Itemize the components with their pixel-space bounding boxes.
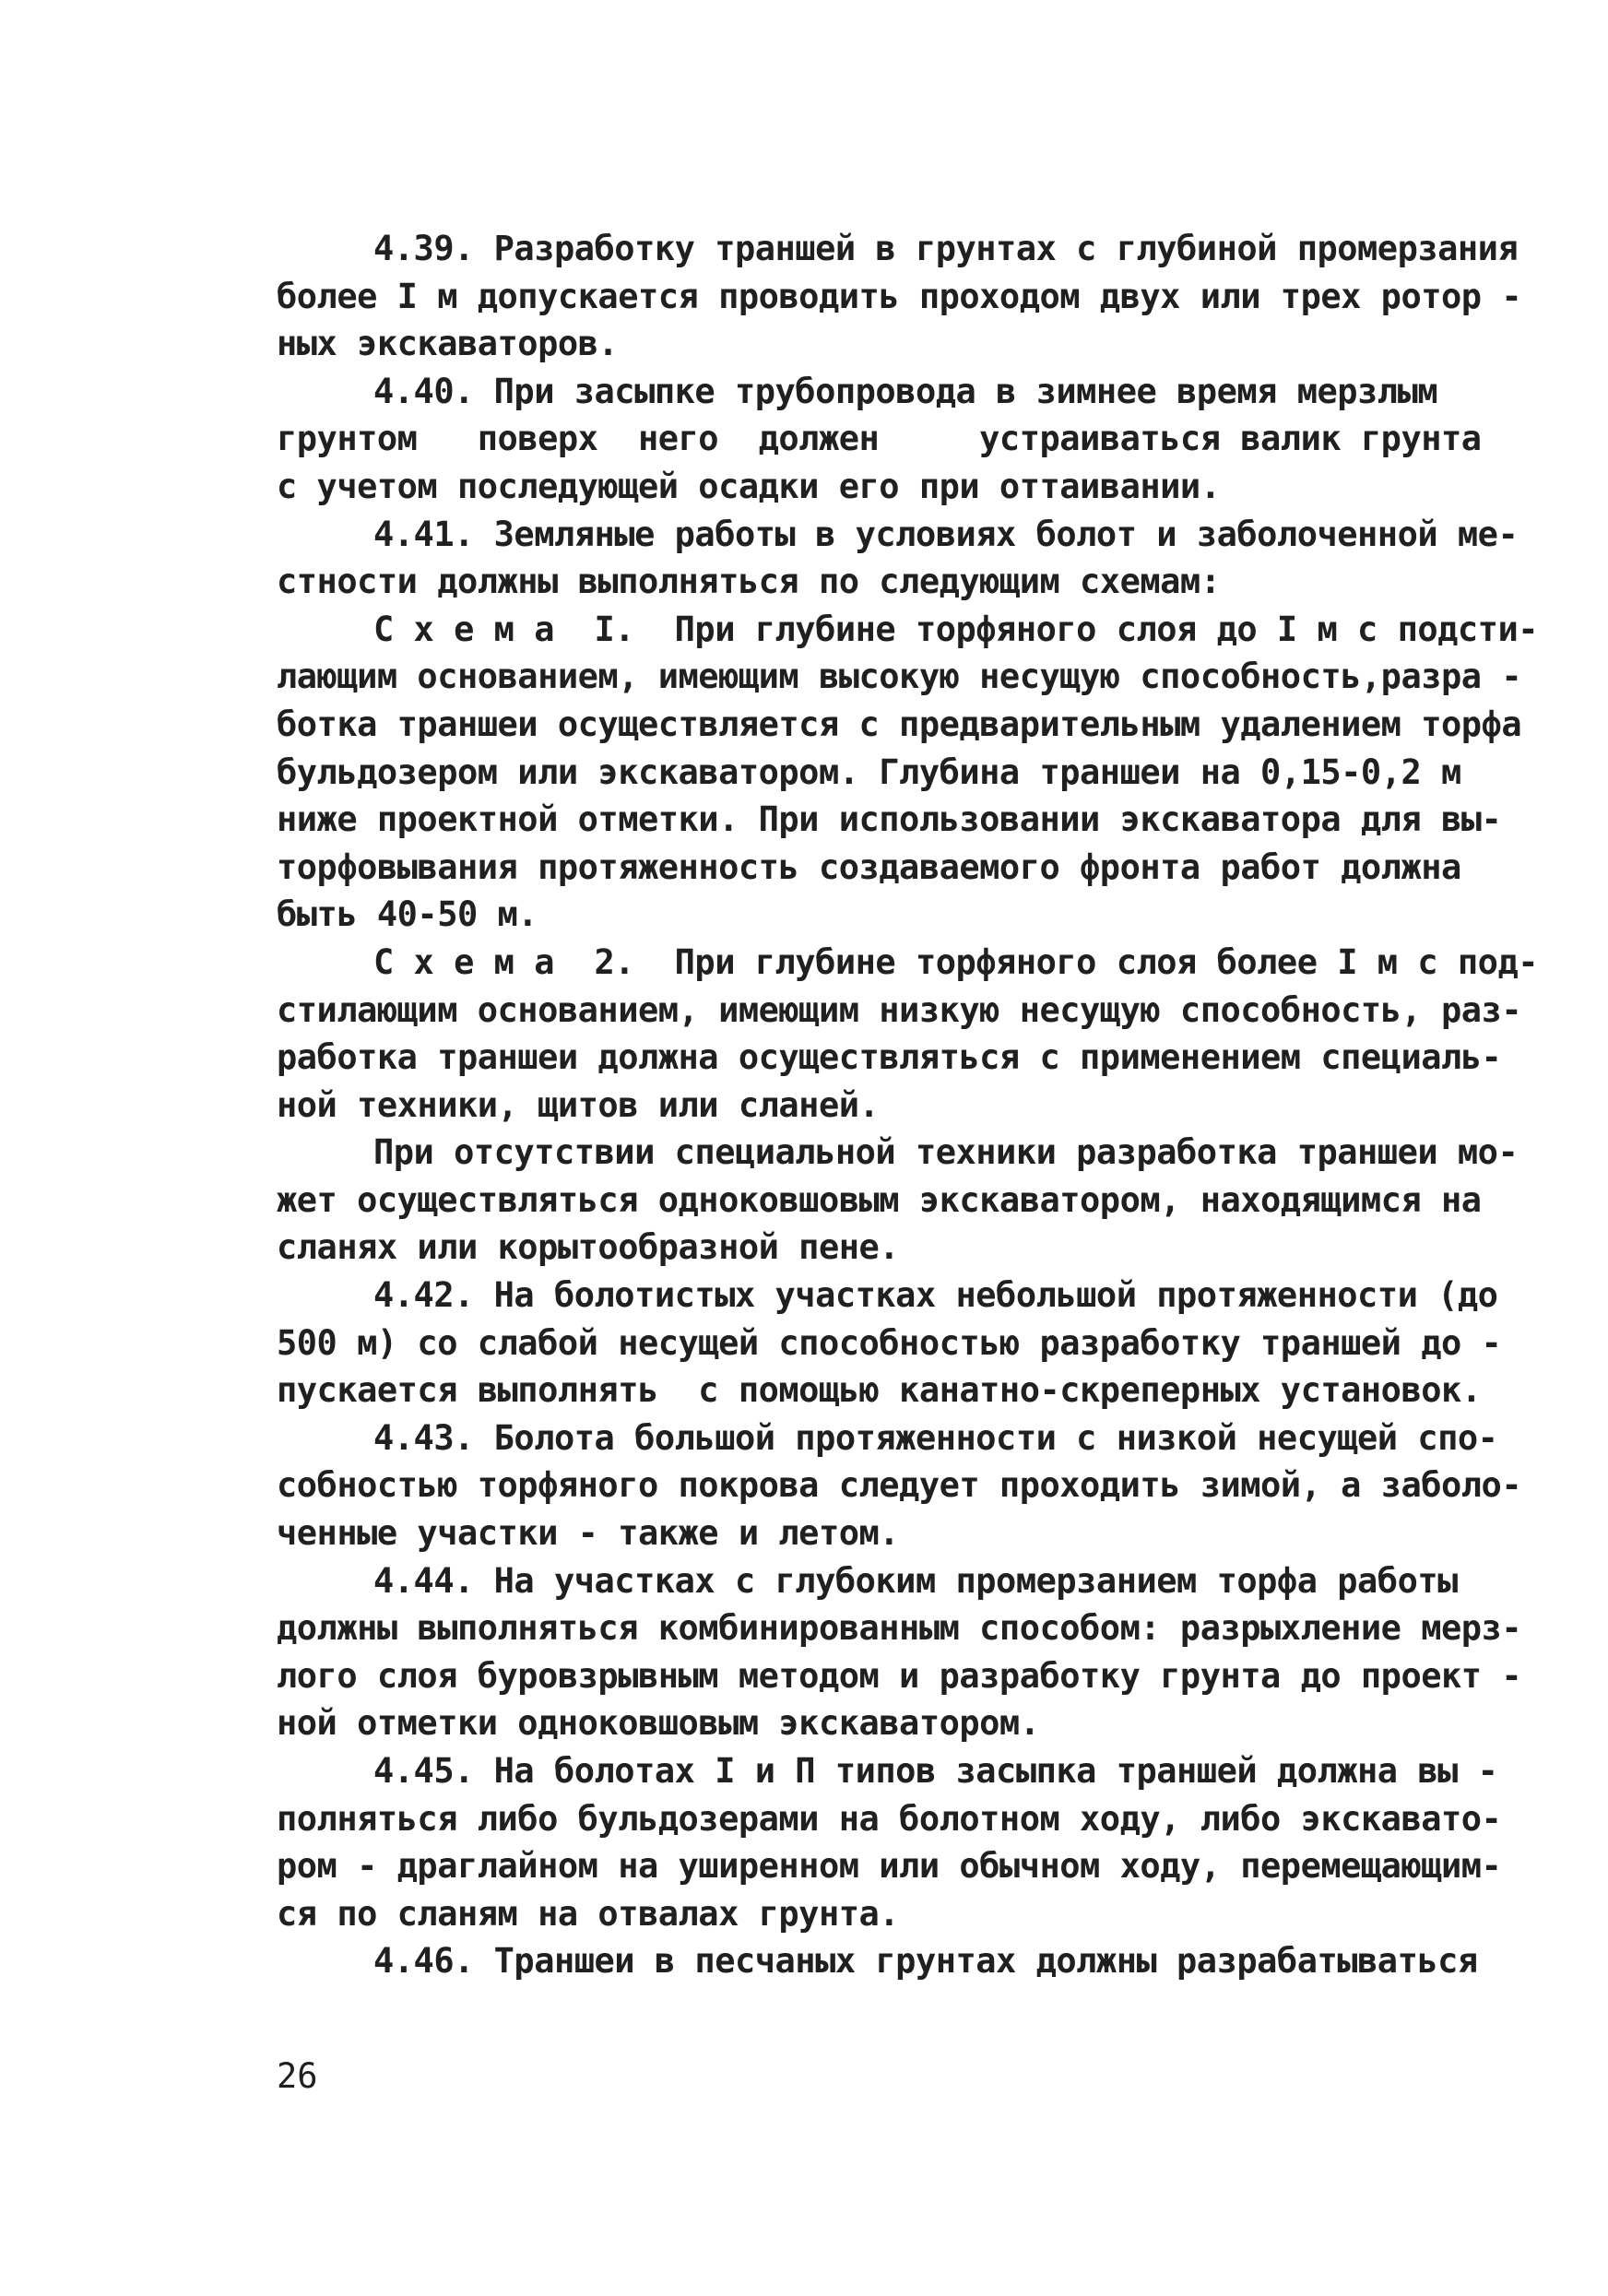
text-line: грунтом поверх него должен устраиваться валик грунта xyxy=(277,419,1482,459)
text-line: 4.45. На болотах I и П типов засыпка траншей должна вы - xyxy=(373,1751,1498,1791)
text-line: лающим основанием, имеющим высокую несущую способность,разра - xyxy=(277,657,1522,697)
text-line: С х е м а I. При глубине торфяного слоя до I м с подсти- xyxy=(373,609,1539,649)
text-line: должны выполняться комбинированным способом: разрыхление мерз- xyxy=(277,1608,1522,1649)
text-line: более I м допускается проводить проходом двух или трех ротор - xyxy=(277,276,1522,316)
text-line: ботка траншеи осуществляется с предварительным удалением торфа xyxy=(277,704,1522,744)
text-line: стилающим основанием, имеющим низкую несущую способность, раз- xyxy=(277,989,1522,1030)
text-line: быть 40-50 м. xyxy=(277,894,538,935)
text-line: 4.41. Земляные работы в условиях болот и заболоченной ме- xyxy=(373,514,1519,554)
text-line: 4.42. На болотистых участках небольшой протяженности (до xyxy=(373,1275,1498,1316)
text-line: 4.43. Болота большой протяженности с низкой несущей спо- xyxy=(373,1417,1498,1458)
text-line: лого слоя буровзрывным методом и разработку грунта до проект - xyxy=(277,1655,1522,1696)
text-line: С х е м а 2. При глубине торфяного слоя более I м с под- xyxy=(373,941,1539,982)
text-line: собностью торфяного покрова следует проходить зимой, а заболо- xyxy=(277,1465,1522,1506)
text-line: ных экскаваторов. xyxy=(277,324,619,364)
text-line: ниже проектной отметки. При использовании экскаватора для вы- xyxy=(277,799,1502,840)
text-line: работка траншеи должна осуществляться с применением специаль- xyxy=(277,1037,1502,1078)
text-line: с учетом последующей осадки его при оттаивании. xyxy=(277,466,1221,506)
text-line: сланях или корытообразной пене. xyxy=(277,1227,900,1268)
text-line: ной техники, щитов или сланей. xyxy=(277,1084,880,1125)
text-line: 4.39. Разработку траншей в грунтах с глубиной промерзания xyxy=(373,229,1519,268)
text-line: ной отметки одноковшовым экскаватором. xyxy=(277,1703,1040,1744)
text-line: При отсутствии специальной техники разработка траншеи мо- xyxy=(373,1132,1519,1173)
text-line: жет осуществляться одноковшовым экскаватором, находящимся на xyxy=(277,1179,1482,1220)
text-line: торфовывания протяженность создаваемого фронта работ должна xyxy=(277,846,1461,887)
text-line: 4.46. Траншеи в песчаных грунтах должны разрабатываться xyxy=(373,1941,1478,1982)
text-line: пускается выполнять с помощью канатно-скреперных установок. xyxy=(277,1370,1482,1411)
text-line: бульдозером или экскаватором. Глубина траншеи на 0,15-0,2 м xyxy=(277,752,1461,792)
document-body xyxy=(277,225,1539,1985)
text-line: ченные участки - также и летом. xyxy=(277,1513,900,1554)
text-line: полняться либо бульдозерами на болотном ходу, либо экскавато- xyxy=(277,1798,1502,1839)
text-line: 500 м) со слабой несущей способностью разработку траншей до - xyxy=(277,1322,1502,1363)
text-line: ром - драглайном на уширенном или обычном ходу, перемещающим- xyxy=(277,1846,1502,1887)
text-line: стности должны выполняться по следующим схемам: xyxy=(277,562,1221,602)
text-line: 4.40. При засыпке трубопровода в зимнее время мерзлым xyxy=(373,371,1438,411)
page-number: 26 xyxy=(277,2056,318,2096)
text-line: 4.44. На участках с глубоким промерзанием торфа работы xyxy=(373,1560,1458,1601)
text-line: ся по сланям на отвалах грунта. xyxy=(277,1893,900,1934)
